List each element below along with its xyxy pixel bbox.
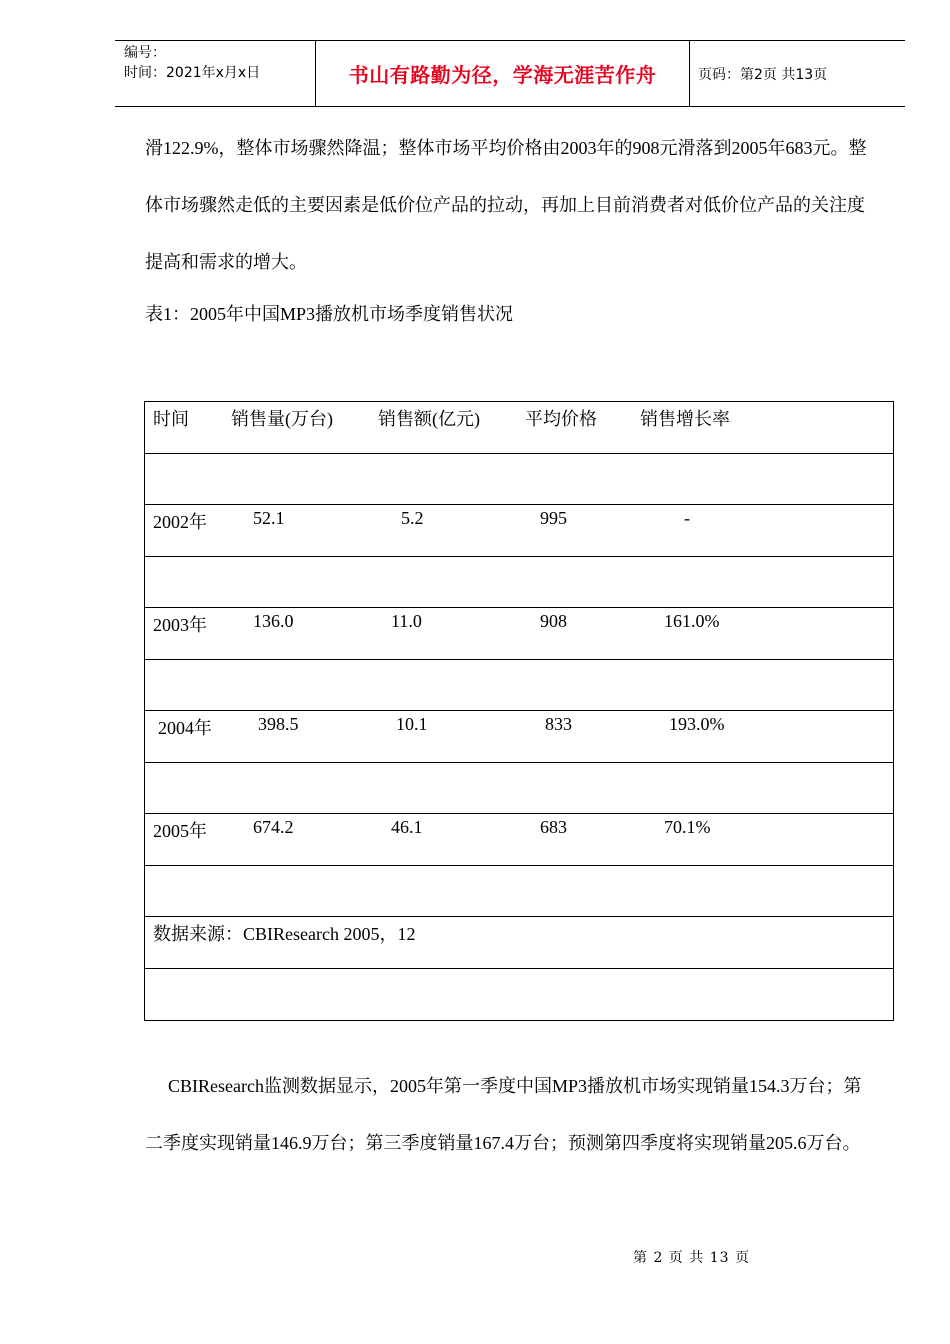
table-cell-volume: 136.0: [253, 611, 294, 631]
header-page-info: 页码：第2页 共13页: [698, 66, 828, 83]
table-cell-revenue: 5.2: [401, 508, 424, 528]
table-row: [145, 711, 893, 763]
table-header-cell: 平均价格: [525, 409, 597, 429]
table-spacer-row: [145, 454, 893, 506]
table-cell-volume: 674.2: [253, 817, 294, 837]
table-cell-volume: 398.5: [258, 714, 299, 734]
table-row: [145, 814, 893, 866]
table-cell-year: 2005年: [153, 821, 207, 841]
table-cell-growth: 193.0%: [669, 714, 725, 734]
table-spacer-row: [145, 763, 893, 815]
table-caption: 表1：2005年中国MP3播放机市场季度销售状况: [145, 304, 514, 324]
header-number-label: 编号：: [124, 45, 166, 61]
page-header: [115, 40, 905, 107]
table-row: [145, 505, 893, 557]
table-source-note: 数据来源：CBIResearch 2005，12: [153, 924, 416, 944]
table-source-row: [145, 917, 893, 969]
header-motto: 书山有路勤为径，学海无涯苦作舟: [316, 41, 690, 106]
table-cell-price: 908: [540, 611, 567, 631]
header-meta: [115, 41, 316, 106]
table-spacer-row: [145, 866, 893, 918]
table-cell-year: 2003年: [153, 615, 207, 635]
table-cell-revenue: 11.0: [391, 611, 422, 631]
table-header-cell: 销售额(亿元): [378, 409, 480, 429]
table-header-cell: 销售增长率: [640, 409, 730, 429]
table-header-cell: 时间: [153, 409, 189, 429]
body-paragraph-2: CBIResearch监测数据显示，2005年第一季度中国MP3播放机市场实现销量154.3万台；第二季度实现销量146.9万台；第三季度销量167.4万台；预测第四季度将实现销量205.6万台。: [145, 1076, 862, 1153]
table-cell-growth: 161.0%: [664, 611, 720, 631]
page-footer: 第 2 页 共 13 页: [633, 1250, 750, 1266]
table-cell-price: 683: [540, 817, 567, 837]
table-cell-volume: 52.1: [253, 508, 285, 528]
table-cell-price: 833: [545, 714, 572, 734]
table-spacer-row: [145, 969, 893, 1021]
table-cell-growth: 70.1%: [664, 817, 711, 837]
table-header-row: [145, 402, 893, 454]
table-header-cell: 销售量(万台): [231, 409, 333, 429]
table-cell-growth: -: [684, 508, 690, 528]
table-spacer-row: [145, 557, 893, 609]
table-row: [145, 608, 893, 660]
table-spacer-row: [145, 660, 893, 712]
sales-table: [144, 401, 894, 1021]
body-paragraph-1: 滑122.9%，整体市场骤然降温；整体市场平均价格由2003年的908元滑落到2005年683元。整体市场骤然走低的主要因素是低价位产品的拉动，再加上目前消费者对低价位产品的关注度提高和需求的增大。: [145, 138, 867, 272]
table-cell-revenue: 46.1: [391, 817, 423, 837]
table-cell-price: 995: [540, 508, 567, 528]
table-cell-year: 2002年: [153, 512, 207, 532]
table-cell-year: 2004年: [158, 718, 212, 738]
header-time-label: 时间：2021年x月x日: [124, 65, 261, 81]
table-cell-revenue: 10.1: [396, 714, 428, 734]
